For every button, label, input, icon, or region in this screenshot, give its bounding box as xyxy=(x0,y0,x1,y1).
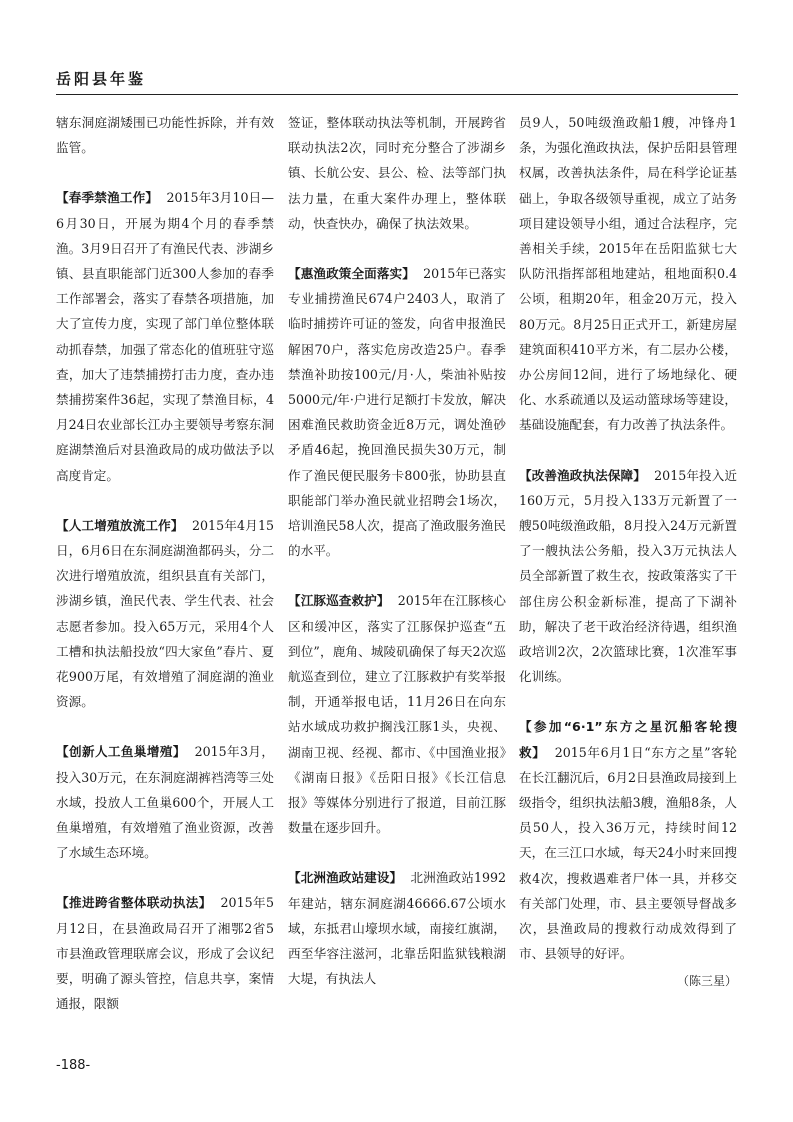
paragraph-text: 2015年已落实专业捕捞渔民674户2403人，取消了临时捕捞许可证的签发，向省申报渔民解困70户，落实危房改造25户。春季禁渔补助按100元/月·人，柴油补贴按5000元/年·户进行足额打卡发放，解决困难渔民救助资金近8万元，调处渔砂矛盾46起，挽回渔民损失30万元，制作了渔民便民服务卡800张，协助县直职能部门举办渔民就业招聘会1场次，培训渔民58人次，提高了渔政服务渔民的水平。 xyxy=(288,266,506,559)
section-heading: 【人工增殖放流工作】 xyxy=(56,517,184,533)
section-heading: 【北洲渔政站建设】 xyxy=(288,870,403,886)
paragraph-spring-fishing-ban xyxy=(56,185,274,487)
paragraph-text: 2015年投入近160万元，5月投入133万元新置了一艘50吨级渔政船，8月投入24万元新置了一艘执法公务船，投入3万元执法人员全部新置了救生衣，按政策落实了干部住房公积金新标准，提高了下湖补助，解决了老干政治经济待遇，组织渔政培训2次，2次篮球比赛，1次准军事化训练。 xyxy=(519,467,737,685)
paragraph-enforcement-support xyxy=(519,463,737,690)
section-heading: 【惠渔政策全面落实】 xyxy=(288,266,415,282)
paragraph-text: 2015年4月15日，6月6日在东洞庭湖渔都码头，分二次进行增殖放流，组织县直有关部门，涉湖乡镇，渔民代表、学生代表、社会志愿者参加。投入65万元，采用4个人工槽和执法船投放“四大家鱼”春片、夏花900万尾，有效增殖了洞庭湖的渔业资源。 xyxy=(56,517,274,710)
paragraph-continued xyxy=(56,110,274,160)
page-number: -188- xyxy=(56,1058,91,1073)
paragraph-artificial-fish-nest xyxy=(56,739,274,865)
paragraph-stock-release xyxy=(56,513,274,715)
paragraph-text: 2015年3月，投入30万元，在东洞庭湖裤裆湾等三处水域，投放人工鱼巢600个，开展人工鱼巢增殖，有效增殖了渔业资源，改善了水域生态环境。 xyxy=(56,744,274,861)
paragraph-text: 辖东洞庭湖矮围已功能性拆除，并有效监管。 xyxy=(56,115,274,156)
text-column-3 xyxy=(519,110,737,994)
paragraph-text: 2015年6月1日“东方之星”客轮在长江翻沉后，6月2日县渔政局接到上级指令，组织执法船3艘，渔船8条，人员50人，投入36万元，持续时间12天，在三江口水域，每天24小时来回搜救4次，搜救遇难者尸体一具，并移交有关部门处理，市、县主要领导督战多次，县渔政局的搜救行动成效得到了市、县领导的好评。 xyxy=(519,744,738,962)
paragraph-text: 2015年在江豚核心区和缓冲区，落实了江豚保护巡查“五到位”，鹿角、城陵矶确保了每天2次巡航巡查到位，建立了江豚救护有奖举报制，开通举报电话，11月26日在向东站水域成功救护搁浅江豚1头，央视、湖南卫视、经视、都市、《中国渔业报》《湖南日报》《岳阳日报》《长江信息报》等媒体分别进行了报道，目前江豚数量在逐步回升。 xyxy=(288,593,506,836)
paragraph-cross-province-enforcement xyxy=(56,890,274,1016)
paragraph-fishermen-policy xyxy=(288,261,506,563)
section-heading: 【创新人工鱼巢增殖】 xyxy=(56,744,186,760)
text-column-1 xyxy=(56,110,274,1017)
section-heading: 【参加“6·1”东方之星沉船客轮搜救】 xyxy=(519,719,737,760)
paragraph-ship-rescue xyxy=(519,714,737,966)
paragraph-continued xyxy=(519,110,737,438)
section-heading: 【改善渔政执法保障】 xyxy=(519,467,646,483)
paragraph-text: 签证，整体联动执法等机制，开展跨省联动执法2次，同时充分整合了涉湖乡镇、长航公安、县公、检、法等部门执法力量，在重大案件办理上，整体联动，快查快办，确保了执法效果。 xyxy=(288,115,506,231)
header-divider xyxy=(56,94,738,95)
paragraph-text: 2015年3月10日—6月30日，开展为期4个月的春季禁渔。3月9日召开了有渔民代表、涉湖乡镇、县直职能部门近300人参加的春季工作部署会，落实了春禁各项措施，加大了宣传力度，实现了部门单位整体联动抓春禁，加强了常态化的值班驻守巡查，加大了违禁捕捞打击力度，查办违禁捕捞案件36起，实现了禁渔目标，4月24日农业部长江办主要领导考察东洞庭湖禁渔后对县渔政局的成功做法予以高度肯定。 xyxy=(56,190,274,483)
paragraph-continued xyxy=(288,110,506,236)
author-signature: （陈三星） xyxy=(676,973,737,988)
paragraph-text: 2015年5月12日，在县渔政局召开了湘鄂2省5市县渔政管理联席会议，形成了会议纪要，明确了源头管控，信息共享，案情通报，限额 xyxy=(56,895,274,1012)
paragraph-text: 员9人，50吨级渔政船1艘，冲锋舟1条，为强化渔政执法，保护岳阳县管理权属，改善执法条件，局在科学论证基础上，争取各级领导重视，成立了站务项目建设领导小组，通过合法程序，完善相关手续，2015年在岳阳监狱七大队防汛指挥部租地建站，租地面积0.4公顷，租期20年，租金20万元，投入80万元。8月25日正式开工，新建房屋建筑面积410平方米，有二层办公楼，办公房间12间，进行了场地绿化、硬化、水系疏通以及运动篮球场等建设，基础设施配套，有力改善了执法条件。 xyxy=(519,115,737,433)
paragraph-beizhou-station xyxy=(288,865,506,991)
yearbook-title: 岳阳县年鉴 xyxy=(56,70,147,88)
section-heading: 【江豚巡查救护】 xyxy=(288,593,390,609)
paragraph-porpoise-rescue xyxy=(288,588,506,840)
paragraph-text: 北洲渔政站1992年建站，辖东洞庭湖46666.67公顷水域，东抵君山壕坝水域，南接红旗湖，西至华容注滋河，北靠岳阳监狱钱粮湖大堤，有执法人 xyxy=(288,870,506,987)
section-heading: 【推进跨省整体联动执法】 xyxy=(56,895,212,911)
section-heading: 【春季禁渔工作】 xyxy=(56,190,159,206)
text-column-2 xyxy=(288,110,506,992)
